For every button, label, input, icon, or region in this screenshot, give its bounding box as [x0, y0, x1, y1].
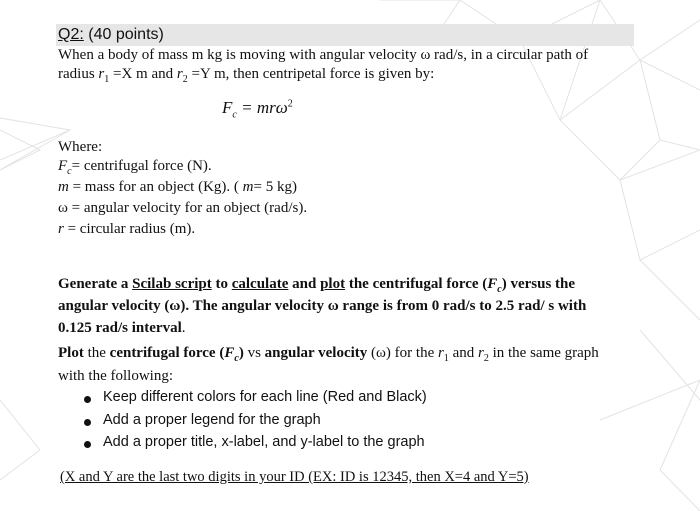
- where-r: [58, 221, 195, 238]
- formula-f-sub: c: [232, 109, 237, 121]
- bullet-dot-icon: [84, 419, 91, 426]
- r2-symbol: r: [176, 66, 183, 82]
- plot-text-i: in the same graph: [488, 345, 599, 361]
- intro-line-2: [58, 66, 434, 83]
- bullet-dot-icon: [84, 396, 91, 403]
- plot-text-g: (ω) for the: [367, 345, 438, 361]
- plot-word: Plot: [58, 345, 84, 361]
- where-m: [58, 179, 297, 196]
- plot-r1-symbol: r: [437, 345, 444, 361]
- m-value: = 5 kg): [253, 179, 297, 195]
- plot-r1-subscript: 1: [443, 353, 449, 364]
- r1-symbol: r: [98, 66, 105, 82]
- task-calculate: calculate: [231, 276, 289, 292]
- where-fc: [58, 158, 212, 175]
- task-line-1: [58, 276, 575, 293]
- r2-subscript: 2: [182, 74, 188, 85]
- task-interval: 0.125 rad/s interval: [58, 320, 182, 336]
- intro-text-a: radius: [58, 66, 99, 82]
- task-line-2: angular velocity (ω). The angular velocity ω range is from 0 rad/s to 2.5 rad/ s with: [58, 298, 587, 314]
- plot-line-1: [58, 345, 599, 362]
- plot-fc-subscript: c: [234, 353, 239, 364]
- intro-text-b: =X m and: [109, 66, 177, 82]
- plot-line-2: with the following:: [58, 368, 173, 384]
- plot-fc-symbol: F: [224, 345, 235, 361]
- plot-r2-symbol: r: [478, 345, 484, 361]
- r-symbol: r: [58, 221, 64, 237]
- plot-centrifugal-force: centrifugal force (: [109, 345, 225, 361]
- bullet-item-legend: Add a proper legend for the graph: [103, 412, 321, 428]
- task-scilab-script: Scilab script: [132, 276, 212, 292]
- task-fc-subscript: c: [497, 284, 502, 295]
- task-plot: plot: [320, 276, 346, 292]
- where-title: Where:: [58, 139, 103, 155]
- omega-definition: = angular velocity for an object (rad/s).: [67, 200, 308, 216]
- task-text-d: the centrifugal force (: [345, 276, 488, 292]
- formula-exponent: 2: [287, 98, 293, 110]
- fc-subscript: c: [67, 166, 72, 177]
- bullet-dot-icon: [84, 441, 91, 448]
- bullet-item-labels: Add a proper title, x-label, and y-label to the graph: [103, 434, 425, 450]
- task-period: .: [181, 320, 186, 336]
- intro-line-1: [58, 47, 588, 64]
- where-omega: [58, 200, 307, 217]
- formula-f: F: [222, 98, 233, 117]
- m-definition: = mass for an object (Kg). (: [68, 179, 243, 195]
- fc-definition: = centrifugal force (N).: [71, 158, 212, 174]
- question-number: Q2:: [58, 26, 84, 43]
- intro-text-c: =Y m, then centripetal force is given by:: [187, 66, 435, 82]
- fc-symbol: F: [58, 158, 68, 174]
- plot-vs: vs: [243, 345, 265, 361]
- task-text-e: ) versus the: [501, 276, 576, 292]
- bullet-item-colors: Keep different colors for each line (Red and Black): [103, 389, 427, 405]
- task-line-3: [58, 320, 186, 337]
- plot-r2-subscript: 2: [483, 353, 489, 364]
- centripetal-formula: [222, 98, 293, 121]
- question-points: (40 points): [88, 26, 164, 43]
- task-text-c: and: [288, 276, 321, 292]
- plot-paren: ): [238, 345, 244, 361]
- task-text-a: Generate a: [58, 276, 133, 292]
- r1-subscript: 1: [104, 74, 110, 85]
- r-definition: = circular radius (m).: [63, 221, 196, 237]
- id-footnote: (X and Y are the last two digits in your ID (EX: ID is 12345, then X=4 and Y=5): [60, 469, 529, 485]
- formula-rhs: = mrω: [236, 98, 288, 117]
- question-heading: [58, 26, 164, 44]
- plot-angular-velocity: angular velocity: [264, 345, 368, 361]
- task-fc-symbol: F: [487, 276, 498, 292]
- plot-text-h: and: [448, 345, 478, 361]
- omega-symbol: ω: [58, 200, 68, 216]
- plot-text-b: the: [83, 345, 110, 361]
- m-symbol-2: m: [242, 179, 254, 195]
- intro-line-1-text: When a body of mass m kg is moving with angular velocity ω rad/s, in a circular path of: [58, 47, 589, 63]
- m-symbol: m: [58, 179, 69, 195]
- task-text-b: to: [211, 276, 232, 292]
